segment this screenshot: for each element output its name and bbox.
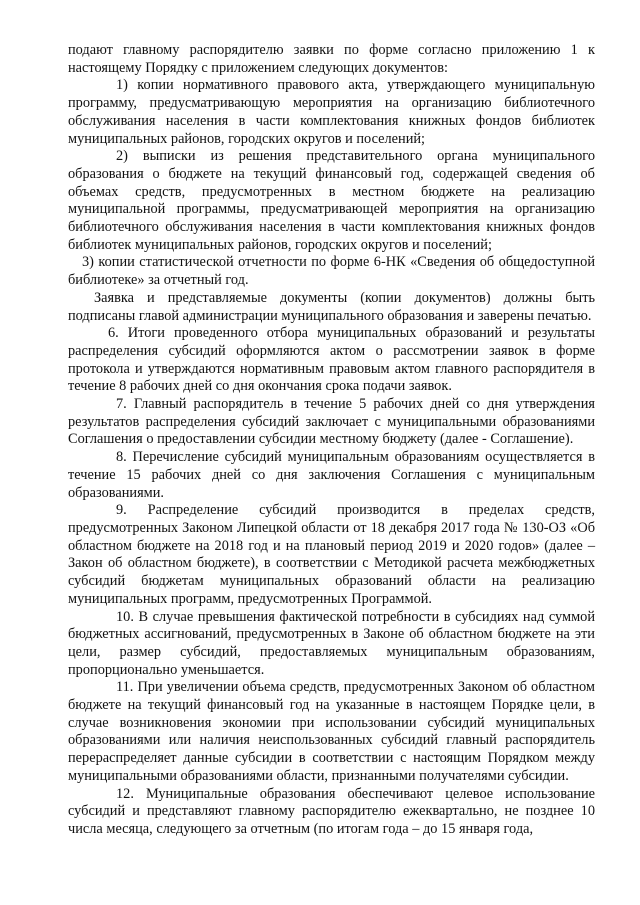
paragraph-signature-note: Заявка и представляемые документы (копии документов) должны быть подписаны главой администрации муниципального образования и заверены печатью.	[68, 289, 595, 324]
paragraph-10: 10. В случае превышения фактической потребности в субсидиях над суммой бюджетных ассигнований, предусмотренных в Законе об областном бюджете на эти цели, размер субсидий, предоставляемых муниципальным образованиям, пропорционально уменьшается.	[68, 608, 595, 678]
paragraph-11: 11. При увеличении объема средств, предусмотренных Законом об областном бюджете на текущий финансовый год на указанные в настоящем Порядке цели, в случае возникновения экономии при использовании субсидий муниципальных образованиями или наличия неиспользованных субсидий главный распорядитель перераспределяет данные субсидии в соответствии с настоящим Порядком между муниципальными образованиями области, признанными получателями субсидии.	[68, 679, 595, 784]
paragraph-12: 12. Муниципальные образования обеспечивают целевое использование субсидий и представляют главному распорядителю ежеквартально, не позднее 10 числа месяца, следующего за отчетным (по итогам года – до 15 января года,	[68, 785, 595, 837]
paragraph-6: 6. Итоги проведенного отбора муниципальных образований и результаты распределения субсидий оформляются актом о рассмотрении заявок в форме протокола и утверждаются нормативным правовым актом главного распорядителя в течение 8 рабочих дней со дня окончания срока подачи заявок.	[68, 325, 595, 395]
paragraph-item-3: 3) копии статистической отчетности по форме 6-НК «Сведения об общедоступной библиотеке» за отчетный год.	[68, 254, 595, 289]
paragraph-item-2: 2) выписки из решения представительного органа муниципального образования о бюджете на текущий финансовый год, содержащей сведения об объемах средств, предусмотренных в местном бюджете на реализацию муниципальной программы, предусматривающей мероприятия на организацию библиотечного обслуживания населения в части комплектования книжных фондов библиотек муниципальных районов, городских округов и поселений;	[68, 148, 595, 253]
paragraph-item-1: 1) копии нормативного правового акта, утверждающего муниципальную программу, предусматривающую мероприятия на организацию библиотечного обслуживания населения в части комплектования книжных фондов библиотек муниципальных районов, городских округов и поселений;	[68, 77, 595, 147]
paragraph-8: 8. Перечисление субсидий муниципальным образованиям осуществляется в течение 15 рабочих дней со дня заключения Соглашения с муниципальным образованиями.	[68, 449, 595, 501]
paragraph-7: 7. Главный распорядитель в течение 5 рабочих дней со дня утверждения результатов распределения субсидий заключает с муниципальными образованиями Соглашения о предоставлении субсидии местному бюджету (далее - Соглашение).	[68, 396, 595, 448]
paragraph-9: 9. Распределение субсидий производится в пределах средств, предусмотренных Законом Липецкой области от 18 декабря 2017 года № 130-ОЗ «Об областном бюджете на 2018 год и на плановый период 2019 и 2020 годов» (далее – Закон об областном бюджете), в соответствии с Методикой расчета межбюджетных субсидий бюджетам муниципальных образований области на реализацию муниципальных программ, предусмотренных Программой.	[68, 502, 595, 607]
paragraph-intro: подают главному распорядителю заявки по форме согласно приложению 1 к настоящему Порядку с приложением следующих документов:	[68, 42, 595, 76]
document-page	[68, 42, 595, 839]
